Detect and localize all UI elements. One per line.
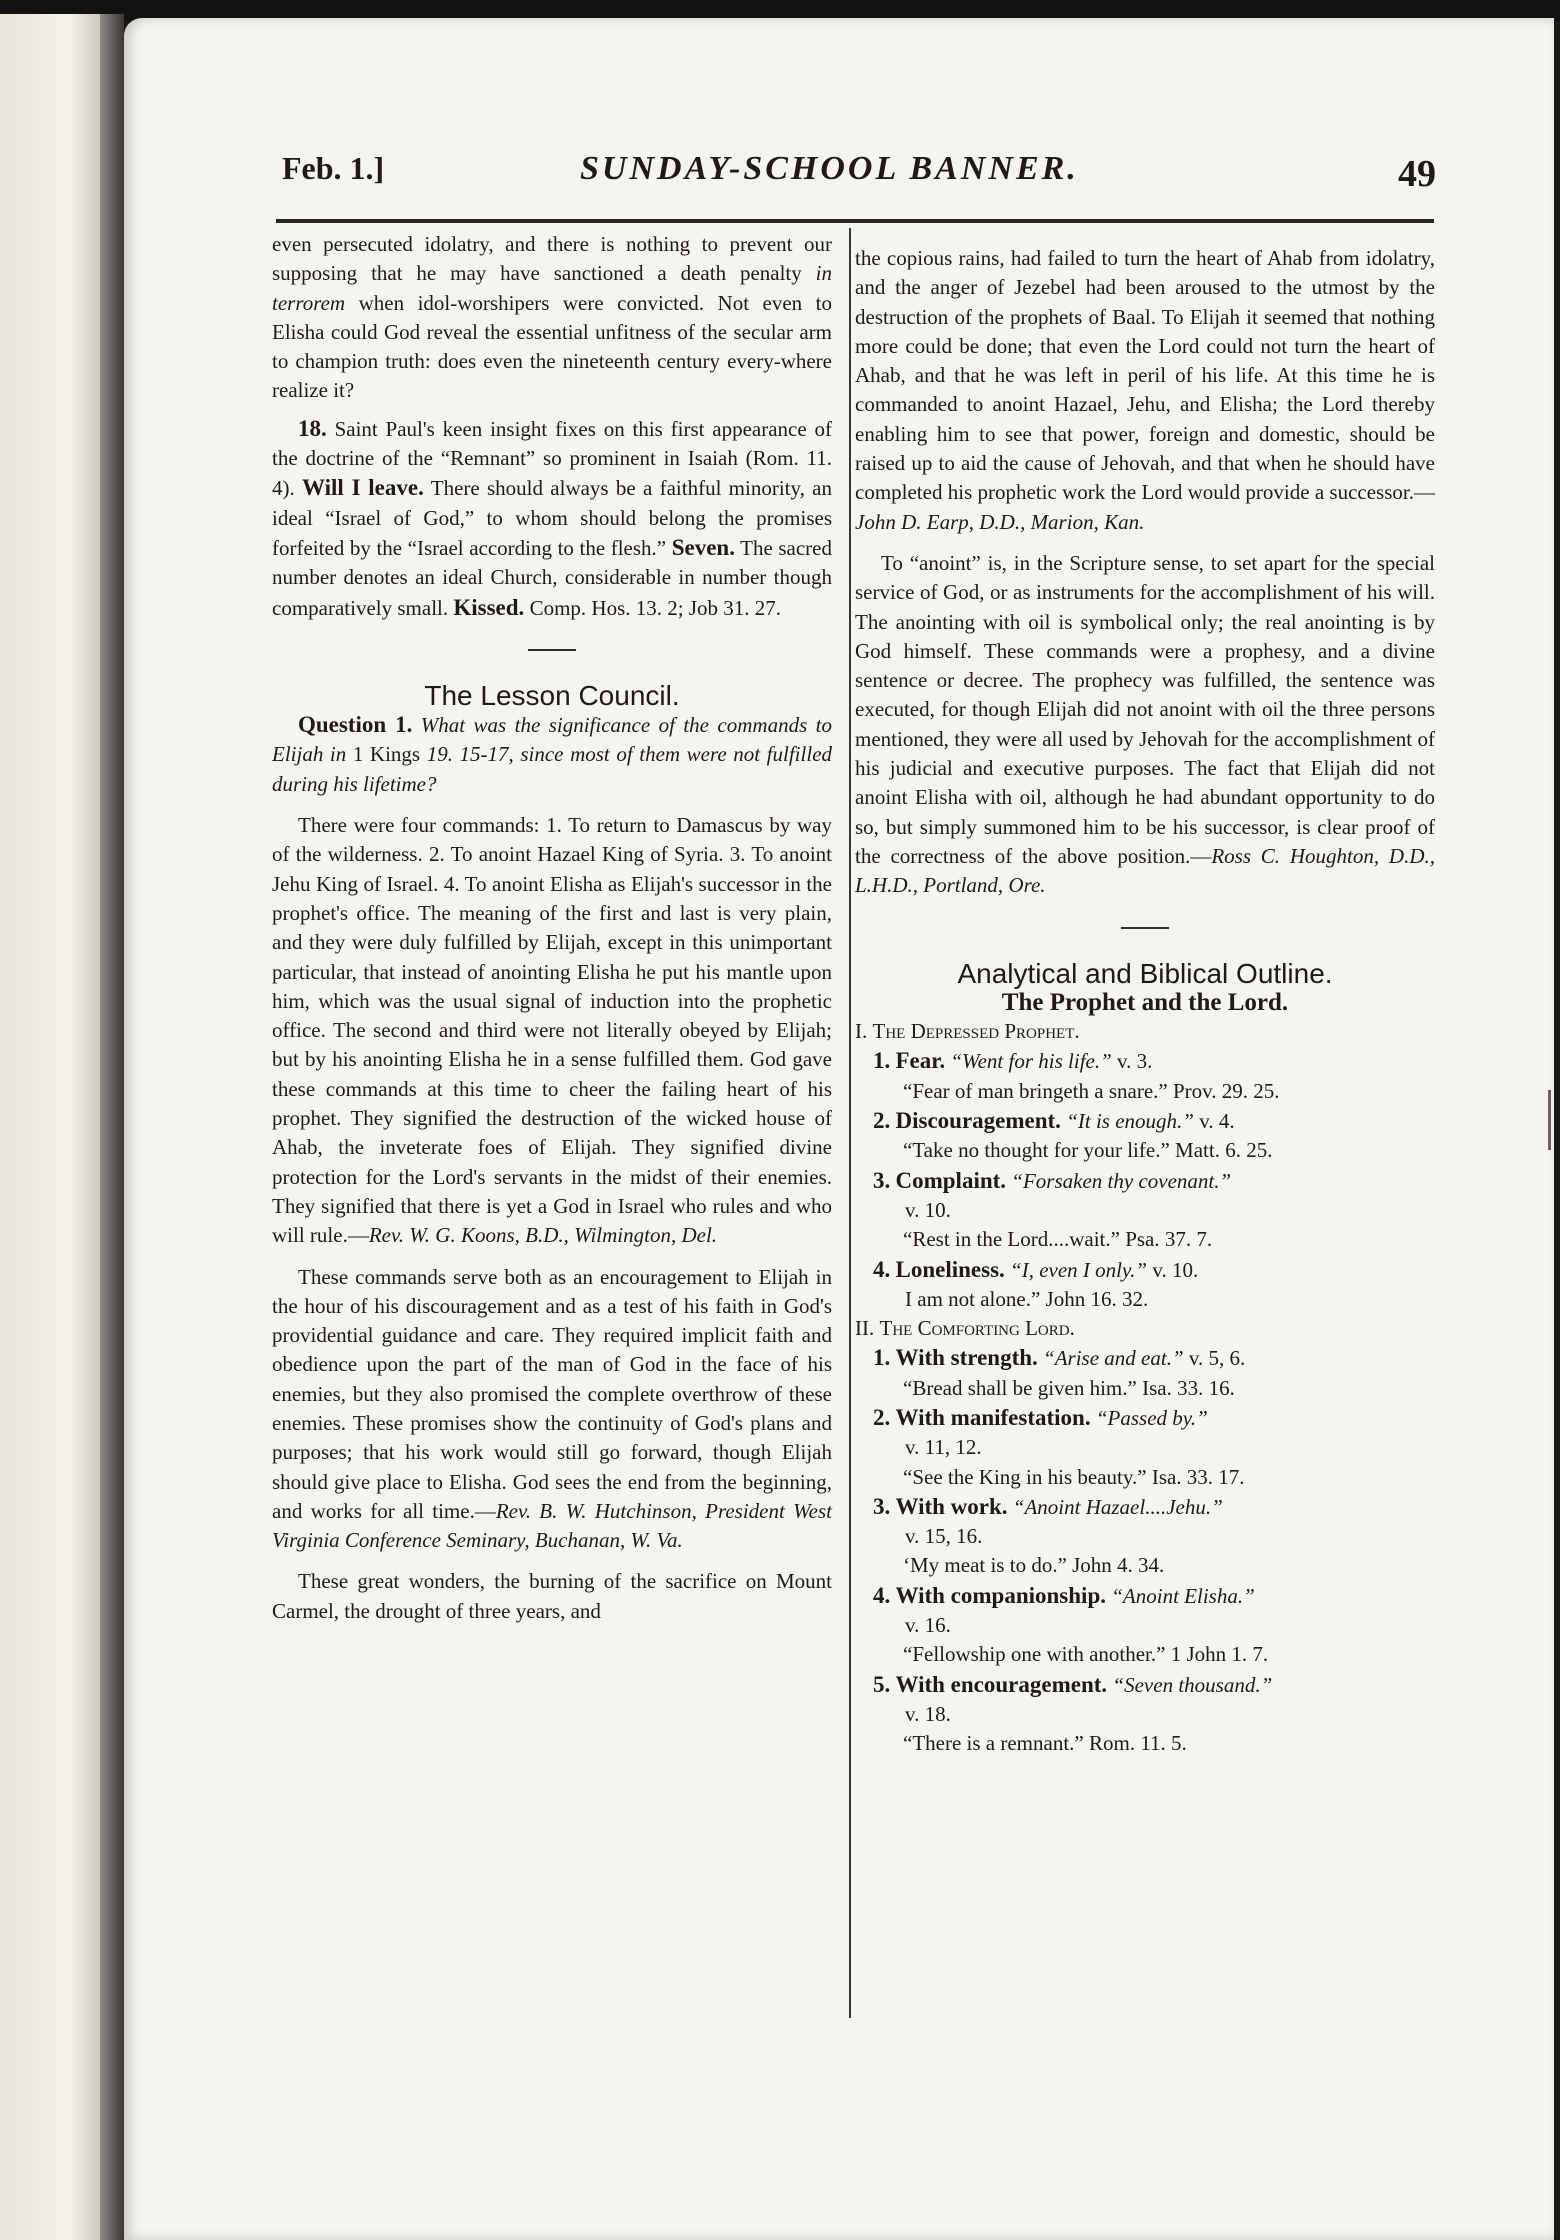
item-label: Discouragement. xyxy=(895,1108,1061,1134)
answer-koons-text: There were four commands: 1. To return to Damascus by way of the wilderness. 2. To anoint Hazael King of Syria. 3. To anoint Jehu King of Israel. 4. To anoint Elisha as Elijah's successor in the prophet's office. The meaning of the first and last is very plain, and they were duly fulfilled by Elijah, except in this unimportant particular, that instead of anointing Elisha he put his mantle upon him, which was the usual signal of induction into the prophetic office. The second and third were not literally obeyed by Elijah; but by his anointing Elisha he in a sense fulfilled them. God gave these commands at this time to cheer the failing heart of his prophet. They signified the destruction of the wicked house of Ahab, the inveterate foes of Elijah. They signified divine protection for the Lord's servants in the midst of their enemies. They signified that there is yet a God in Israel who rules and who will rule.— xyxy=(272,813,832,1248)
section-separator xyxy=(528,649,576,651)
note-18-text: Saint Paul's keen insight fixes on this first appearance of the doctrine of the “Remnant” so prominent in Isaiah (Rom. 11. 4). xyxy=(272,416,832,501)
item-cross-ref: “Take no thought for your life.” Matt. 6. 25. xyxy=(903,1138,1273,1163)
item-ref-line: v. 15, 16. xyxy=(905,1524,983,1549)
running-head-title: SUNDAY-SCHOOL BANNER. xyxy=(580,150,1079,187)
item-number: 3. xyxy=(873,1493,891,1519)
item-label: With work. xyxy=(895,1493,1008,1519)
note-18-number: 18. xyxy=(298,415,327,441)
question-1 xyxy=(272,710,832,799)
question-ref: 1 Kings xyxy=(352,742,421,767)
section-numeral: II. xyxy=(855,1316,875,1341)
outline-section-1 xyxy=(855,1017,1435,1046)
item-quote: “It is enough.” xyxy=(1066,1109,1194,1134)
item-ref-line: v. 10. xyxy=(905,1197,951,1222)
item-number: 5. xyxy=(873,1671,891,1697)
outline-item xyxy=(855,1343,1435,1373)
question-label: Question 1. xyxy=(298,712,413,738)
header-rule xyxy=(276,219,1434,223)
answer-houghton-signature: Ross C. Houghton, D.D., L.H.D., Portland, Ore. xyxy=(855,843,1435,898)
item-number: 4. xyxy=(873,1256,891,1282)
answer-earp-signature: John D. Earp, D.D., Marion, Kan. xyxy=(855,509,1145,534)
item-label: With strength. xyxy=(895,1345,1038,1371)
right-column xyxy=(855,244,1435,1759)
intro-text: even persecuted idolatry, and there is nothing to prevent our supposing that he may have sanctioned a death penalty xyxy=(272,232,832,286)
note-18-keyword-2: Seven. xyxy=(671,534,735,560)
outline-item xyxy=(855,1492,1435,1522)
item-ref: v. 3. xyxy=(1117,1049,1153,1074)
outline-subheading: The Prophet and the Lord. xyxy=(1001,988,1289,1016)
note-18-keyword-1: Will I leave. xyxy=(302,475,424,501)
item-label: Complaint. xyxy=(895,1167,1007,1193)
answer-hutchinson xyxy=(272,1263,832,1556)
item-cross-ref: “Fear of man bringeth a snare.” Prov. 29. 25. xyxy=(903,1078,1280,1103)
outline-heading: Analytical and Biblical Outline. xyxy=(957,957,1333,989)
item-quote: “Forsaken thy covenant.” xyxy=(1011,1168,1232,1193)
answer-houghton-text: To “anoint” is, in the Scripture sense, to set apart for the special service of God, or as instruments for the accomplishment of his will. The anointing with oil is symbolical only; the real anointing is by God himself. These commands were a prophesy, and a divine sentence or decree. The prophecy was fulfilled, the sentence was executed, for though Elijah did not anoint with oil the three persons mentioned, they were all used by Jehovah for the accomplishment of his judicial and executive purposes. The fact that Elijah did not anoint Elisha with oil, although he had abundant opportunity to do so, but simply summoned him to be his successor, is clear proof of the correctness of the above position.— xyxy=(855,550,1435,868)
page-edge-mark xyxy=(1548,1090,1551,1150)
item-ref-line: v. 18. xyxy=(905,1701,951,1726)
answer-earp-continued xyxy=(855,244,1435,537)
item-cross-ref: I am not alone.” John 16. 32. xyxy=(905,1286,1149,1311)
left-column xyxy=(272,230,832,1626)
item-label: With manifestation. xyxy=(895,1404,1091,1430)
outline-item xyxy=(855,1403,1435,1433)
item-label: Fear. xyxy=(895,1048,946,1074)
intro-italic: in terrorem xyxy=(272,261,833,315)
outline-item xyxy=(855,1670,1435,1700)
item-quote: “Passed by.” xyxy=(1095,1405,1208,1430)
intro-text-2: when idol-worshipers were convicted. Not even to Elisha could God reveal the essential unfitness of the secular arm to champion truth: does even the nineteenth century every-where realize it? xyxy=(272,290,833,403)
item-label: With encouragement. xyxy=(895,1671,1108,1697)
note-18-text-3: The sacred number denotes an ideal Church, considerable in number though comparatively small. xyxy=(272,535,832,620)
item-quote: “Anoint Hazael....Jehu.” xyxy=(1012,1494,1223,1519)
section-numeral: I. xyxy=(855,1019,868,1044)
item-cross-ref: “There is a remnant.” Rom. 11. 5. xyxy=(903,1731,1187,1756)
intro-paragraph xyxy=(272,230,832,406)
item-number: 2. xyxy=(873,1108,891,1134)
item-ref: v. 10. xyxy=(1152,1257,1199,1282)
outline-item xyxy=(855,1166,1435,1196)
item-cross-ref: “See the King in his beauty.” Isa. 33. 17. xyxy=(903,1464,1245,1489)
question-text: What was the significance of the commands to Elijah in xyxy=(272,713,832,767)
section-heading: The Comforting Lord. xyxy=(879,1316,1075,1341)
item-ref: v. 4. xyxy=(1199,1109,1235,1134)
item-number: 4. xyxy=(873,1582,891,1608)
item-cross-ref: “Bread shall be given him.” Isa. 33. 16. xyxy=(903,1375,1235,1400)
item-number: 1. xyxy=(873,1048,891,1074)
answer-houghton xyxy=(855,549,1435,901)
note-18-paragraph xyxy=(272,414,832,623)
item-cross-ref: “Fellowship one with another.” 1 John 1. 7. xyxy=(903,1642,1269,1667)
page-number: 49 xyxy=(1398,153,1436,195)
item-ref: v. 5, 6. xyxy=(1188,1346,1246,1371)
answer-koons xyxy=(272,811,832,1250)
outline-item xyxy=(855,1581,1435,1611)
note-18-text-4: Comp. Hos. 13. 2; Job 31. 27. xyxy=(529,595,781,620)
item-ref-line: v. 11, 12. xyxy=(905,1435,982,1460)
item-quote: “Arise and eat.” xyxy=(1043,1346,1184,1371)
column-divider xyxy=(849,228,851,2018)
outline-item xyxy=(855,1106,1435,1136)
item-ref-line: v. 16. xyxy=(905,1613,951,1638)
lesson-council-heading: The Lesson Council. xyxy=(424,679,680,711)
note-18-text-2: There should always be a faithful minority, an ideal “Israel of God,” to whom should belong the promises forfeited by the “Israel according to the flesh.” xyxy=(272,476,832,560)
item-number: 1. xyxy=(873,1345,891,1371)
note-18-keyword-3: Kissed. xyxy=(453,594,525,620)
answer-earp-start: These great wonders, the burning of the sacrifice on Mount Carmel, the drought of three years, and xyxy=(272,1569,832,1623)
item-quote: “I, even I only.” xyxy=(1010,1257,1148,1282)
previous-page-edge xyxy=(0,14,100,2240)
item-cross-ref: “Rest in the Lord....wait.” Psa. 37. 7. xyxy=(903,1227,1213,1252)
question-text-2: 19. 15-17, since most of them were not fulfilled during his lifetime? xyxy=(272,742,833,796)
running-head-date: Feb. 1.] xyxy=(282,150,385,186)
item-number: 2. xyxy=(873,1404,891,1430)
item-quote: “Went for his life.” xyxy=(950,1049,1112,1074)
answer-hutchinson-signature: Rev. B. W. Hutchinson, President West Virginia Conference Seminary, Buchanan, W. Va. xyxy=(272,1498,832,1553)
book-gutter xyxy=(100,14,124,2240)
answer-hutchinson-text: These commands serve both as an encouragement to Elijah in the hour of his discouragement and as a test of his faith in God's providential guidance and care. They required implicit faith and obedience upon the part of the man of God in the face of his enemies, but they also promised the complete overthrow of these enemies. These promises show the continuity of God's plans and purposes; that his work would still go forward, though Elijah should give place to Elisha. God sees the end from the beginning, and works for all time.— xyxy=(272,1264,832,1523)
section-heading: The Depressed Prophet. xyxy=(872,1019,1080,1044)
outline-item xyxy=(855,1046,1435,1076)
item-number: 3. xyxy=(873,1167,891,1193)
item-quote: “Seven thousand.” xyxy=(1112,1672,1273,1697)
item-label: Loneliness. xyxy=(895,1256,1005,1282)
item-quote: “Anoint Elisha.” xyxy=(1111,1583,1255,1608)
item-cross-ref: ‘My meat is to do.” John 4. 34. xyxy=(903,1553,1165,1578)
outline-item xyxy=(855,1255,1435,1285)
outline-section-2 xyxy=(855,1314,1435,1343)
section-separator-2 xyxy=(1121,927,1169,929)
answer-earp-text: the copious rains, had failed to turn the heart of Ahab from idolatry, and the anger of Jezebel had been aroused to the utmost by the destruction of the prophets of Baal. To Elijah it seemed that nothing more could be done; that even the Lord could not turn the heart of Ahab, and that he was left in peril of his life. At this time he is commanded to anoint Hazael, Jehu, and Elisha; the Lord thereby enabling him to see that power, foreign and domestic, should be raised up to aid the cause of Jehovah, and that when he should have completed his prophetic work the Lord would provide a successor.— xyxy=(855,246,1435,505)
item-label: With companionship. xyxy=(895,1582,1106,1608)
answer-koons-signature: Rev. W. G. Koons, B.D., Wilmington, Del. xyxy=(368,1223,718,1248)
